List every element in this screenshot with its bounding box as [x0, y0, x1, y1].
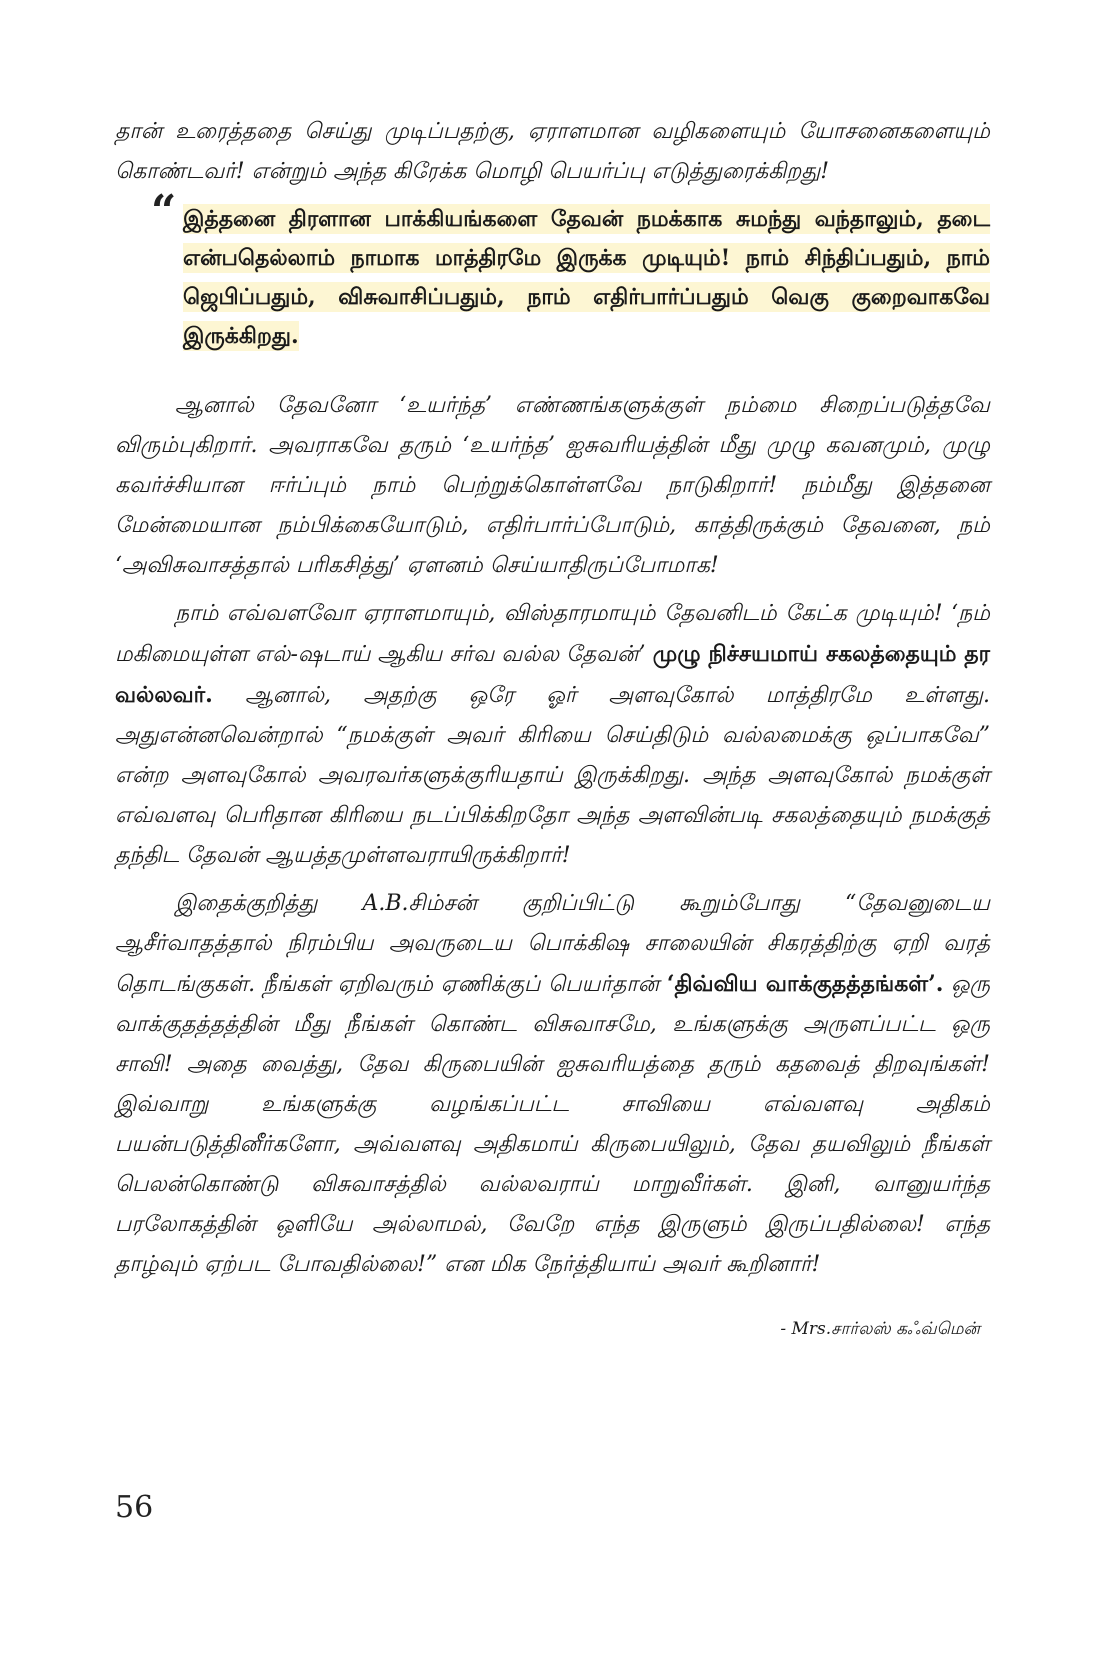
page-content	[115, 112, 990, 1341]
paragraph-3-end: ஆனால், அதற்கு ஒரே ஓர் அளவுகோல் மாத்திரமே உள்ளது. அதுஎன்னவென்றால் “நமக்குள் அவர் கிரியை செய்திடும் வல்லமைக்கு ஒப்பாகவே” என்ற அளவுகோல் அவரவர்களுக்குரியதாய் இருக்கிறது. அந்த அளவுகோல் நமக்குள் எவ்வளவு பெரிதான கிரியை நடப்பிக்கிறதோ அந்த அளவின்படி சகலத்தையும் நமக்குத் தந்திட தேவன் ஆயத்தமுள்ளவராயிருக்கிறார்!	[115, 683, 990, 868]
paragraph-2: ஆனால் தேவனோ ‘உயர்ந்த’ எண்ணங்களுக்குள் நம்மை சிறைப்படுத்தவே விரும்புகிறார். அவராகவே தரும் ‘உயர்ந்த’ ஐசுவரியத்தின் மீது முழு கவனமும், முழு கவர்ச்சியான ஈர்ப்பும் நாம் பெற்றுக்கொள்ளவே நாடுகிறார்! நம்மீது இத்தனை மேன்மையான நம்பிக்கையோடும், எதிர்பார்ப்போடும், காத்திருக்கும் தேவனை, நம் ‘அவிசுவாசத்தால் பரிகசித்து’ ஏளனம் செய்யாதிருப்போமாக!	[115, 393, 990, 578]
page-number: 56	[115, 1490, 154, 1525]
paragraph-4-end: ஒரு வாக்குதத்தத்தின் மீது நீங்கள் கொண்ட விசுவாசமே, உங்களுக்கு அருளப்பட்ட ஒரு சாவி! அதை வைத்து, தேவ கிருபையின் ஐசுவரியத்தை தரும் கதவைத் திறவுங்கள்! இவ்வாறு உங்களுக்கு வழங்கப்பட்ட சாவியை எவ்வளவு அதிகம் பயன்படுத்தினீர்களோ, அவ்வளவு அதிகமாய் கிருபையிலும், தேவ தயவிலும் நீங்கள் பெலன்கொண்டு விசுவாசத்தில் வல்லவராய் மாறுவீர்கள். இனி, வானுயர்ந்த பரலோகத்தின் ஒளியே அல்லாமல், வேறே எந்த இருளும் இருப்பதில்லை! எந்த தாழ்வும் ஏற்பட போவதில்லை!” என மிக நேர்த்தியாய் அவர் கூறினார்!	[115, 972, 990, 1277]
paragraph-4-bold: ‘திவ்விய வாக்குதத்தங்கள்’.	[666, 971, 944, 997]
quote-text	[183, 200, 990, 356]
paragraph-3	[115, 594, 990, 876]
paragraph-4-start: இதைக்குறித்து A.B.சிம்சன் குறிப்பிட்டு கூறும்போது “தேவனுடைய ஆசீர்வாதத்தால் நிரம்பிய அவருடைய பொக்கிஷ சாலையின் சிகரத்திற்கு ஏறி வரத் தொடங்குகள். நீங்கள் ஏறிவரும் ஏணிக்குப் பெயர்தான்	[115, 891, 990, 997]
author-signature: - Mrs.சார்லஸ் கஃவ்மென்	[780, 1319, 980, 1339]
quote-highlight: இத்தனை திரளான பாக்கியங்களை தேவன் நமக்காக சுமந்து வந்தாலும், தடை என்பதெல்லாம் நாமாக மாத்திரமே இருக்க முடியும்! நாம் சிந்திப்பதும், நாம் ஜெபிப்பதும், விசுவாசிப்பதும், நாம் எதிர்பார்ப்பதும் வெகு குறைவாகவே இருக்கிறது.	[183, 206, 990, 349]
paragraph-1: தான் உரைத்ததை செய்து முடிப்பதற்கு, ஏராளமான வழிகளையும் யோசனைகளையும் கொண்டவர்! என்றும் அந்த கிரேக்க மொழி பெயர்ப்பு எடுத்துரைக்கிறது!	[115, 119, 990, 184]
paragraph-3-bold: முழு நிச்சயமாய் சகலத்தையும் தர வல்லவர்.	[115, 641, 991, 708]
paragraph-3-start: நாம் எவ்வளவோ ஏராளமாயும், விஸ்தாரமாயும் தேவனிடம் கேட்க முடியும்! ‘நம் மகிமையுள்ள எல்-ஷடாய் ஆகிய சர்வ வல்ல தேவன்’	[115, 601, 990, 667]
quote-mark-icon: “	[151, 186, 177, 237]
paragraph-4	[115, 884, 990, 1285]
highlighted-quote	[115, 186, 990, 356]
